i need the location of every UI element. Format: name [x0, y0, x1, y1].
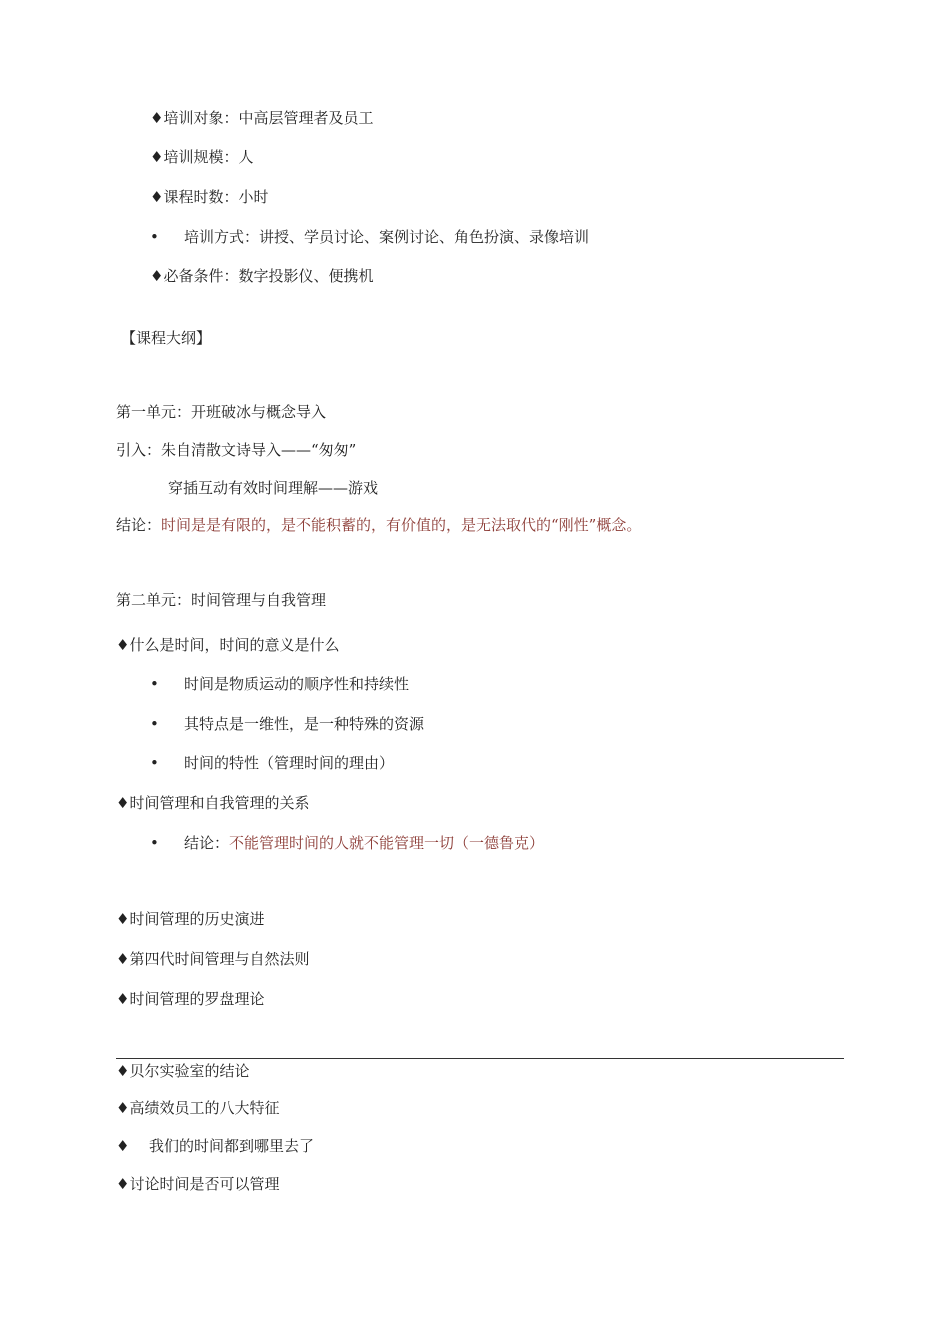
required-equipment-value: 数字投影仪、便携机 — [238, 267, 374, 285]
outline-item-7 — [116, 1174, 279, 1194]
unit1-intro-value: 朱自清散文诗导入——“匆匆” — [161, 441, 357, 459]
unit2-question1 — [116, 635, 339, 655]
outline-item-text: 高绩效员工的八大特征 — [129, 1099, 280, 1117]
diamond-bullet-icon: ♦ — [116, 1137, 130, 1155]
unit2-sub-item-2 — [150, 714, 424, 734]
diamond-bullet-icon: ♦ — [116, 950, 130, 968]
diamond-bullet-icon: ♦ — [116, 1099, 130, 1117]
unit1-conclusion-label: 结论： — [116, 516, 162, 534]
unit2-conclusion-value: 不能管理时间的人就不能管理一切（一德鲁克） — [229, 834, 545, 852]
diamond-bullet-icon: ♦ — [116, 1175, 130, 1193]
dot-bullet-icon: • — [150, 715, 159, 733]
diamond-bullet-icon: ♦ — [150, 188, 164, 206]
diamond-bullet-icon: ♦ — [116, 636, 130, 654]
unit1-conclusion-line — [116, 515, 641, 535]
unit1-intro-line — [116, 440, 356, 460]
course-hours-value: 小时 — [238, 188, 269, 206]
outline-item-text: 我们的时间都到哪里去了 — [149, 1137, 315, 1155]
dot-bullet-icon: • — [150, 834, 159, 852]
diamond-bullet-icon: ♦ — [116, 1062, 130, 1080]
unit1-interlude: 穿插互动有效时间理解——游戏 — [168, 479, 379, 497]
sub-item-text: 其特点是一维性，是一种特殊的资源 — [184, 715, 425, 733]
training-target-line — [150, 108, 373, 128]
training-scale-value: 人 — [238, 148, 254, 166]
dot-bullet-icon: • — [150, 754, 159, 772]
question2-text: 时间管理和自我管理的关系 — [129, 794, 310, 812]
outline-item-text: 第四代时间管理与自然法则 — [129, 950, 310, 968]
diamond-bullet-icon: ♦ — [116, 990, 130, 1008]
unit2-title: 第二单元：时间管理与自我管理 — [116, 591, 327, 609]
course-hours-label: 课程时数： — [163, 188, 239, 206]
sub-item-text: 时间的特性（管理时间的理由） — [184, 754, 395, 772]
training-method-label: 培训方式： — [184, 228, 260, 246]
unit1-title: 第一单元：开班破冰与概念导入 — [116, 403, 327, 421]
unit2-conclusion-label: 结论： — [184, 834, 230, 852]
training-method-line — [150, 227, 589, 247]
unit2-sub-item-1 — [150, 674, 409, 694]
sub-item-text: 时间是物质运动的顺序性和持续性 — [184, 675, 410, 693]
outline-item-6 — [116, 1136, 314, 1156]
unit1-conclusion-value: 时间是是有限的，是不能积蓄的，有价值的，是无法取代的“刚性”概念。 — [161, 516, 642, 534]
question1-text: 什么是时间，时间的意义是什么 — [129, 636, 340, 654]
outline-item-5 — [116, 1098, 279, 1118]
training-scale-line — [150, 147, 253, 167]
diamond-bullet-icon: ♦ — [116, 910, 130, 928]
training-target-value: 中高层管理者及员工 — [238, 109, 374, 127]
outline-item-text: 时间管理的历史演进 — [129, 910, 265, 928]
dot-bullet-icon: • — [150, 675, 159, 693]
unit2-question2 — [116, 793, 309, 813]
unit1-intro-label: 引入： — [116, 441, 162, 459]
training-target-label: 培训对象： — [163, 109, 239, 127]
diamond-bullet-icon: ♦ — [116, 794, 130, 812]
training-method-value: 讲授、学员讨论、案例讨论、角色扮演、录像培训 — [259, 228, 590, 246]
required-equipment-label: 必备条件： — [163, 267, 239, 285]
outline-item-4 — [116, 1061, 249, 1081]
horizontal-divider — [116, 1058, 844, 1059]
outline-item-1 — [116, 909, 264, 929]
diamond-bullet-icon: ♦ — [150, 109, 164, 127]
diamond-bullet-icon: ♦ — [150, 148, 164, 166]
diamond-bullet-icon: ♦ — [150, 267, 164, 285]
outline-heading: 【课程大纲】 — [121, 329, 212, 347]
course-hours-line — [150, 187, 268, 207]
required-equipment-line — [150, 266, 373, 286]
outline-item-3 — [116, 989, 264, 1009]
unit2-sub-item-3 — [150, 753, 394, 773]
outline-item-2 — [116, 949, 309, 969]
unit2-conclusion-line — [150, 833, 544, 853]
dot-bullet-icon: • — [150, 228, 159, 246]
outline-item-text: 贝尔实验室的结论 — [129, 1062, 250, 1080]
training-scale-label: 培训规模： — [163, 148, 239, 166]
outline-item-text: 时间管理的罗盘理论 — [129, 990, 265, 1008]
outline-item-text: 讨论时间是否可以管理 — [129, 1175, 280, 1193]
